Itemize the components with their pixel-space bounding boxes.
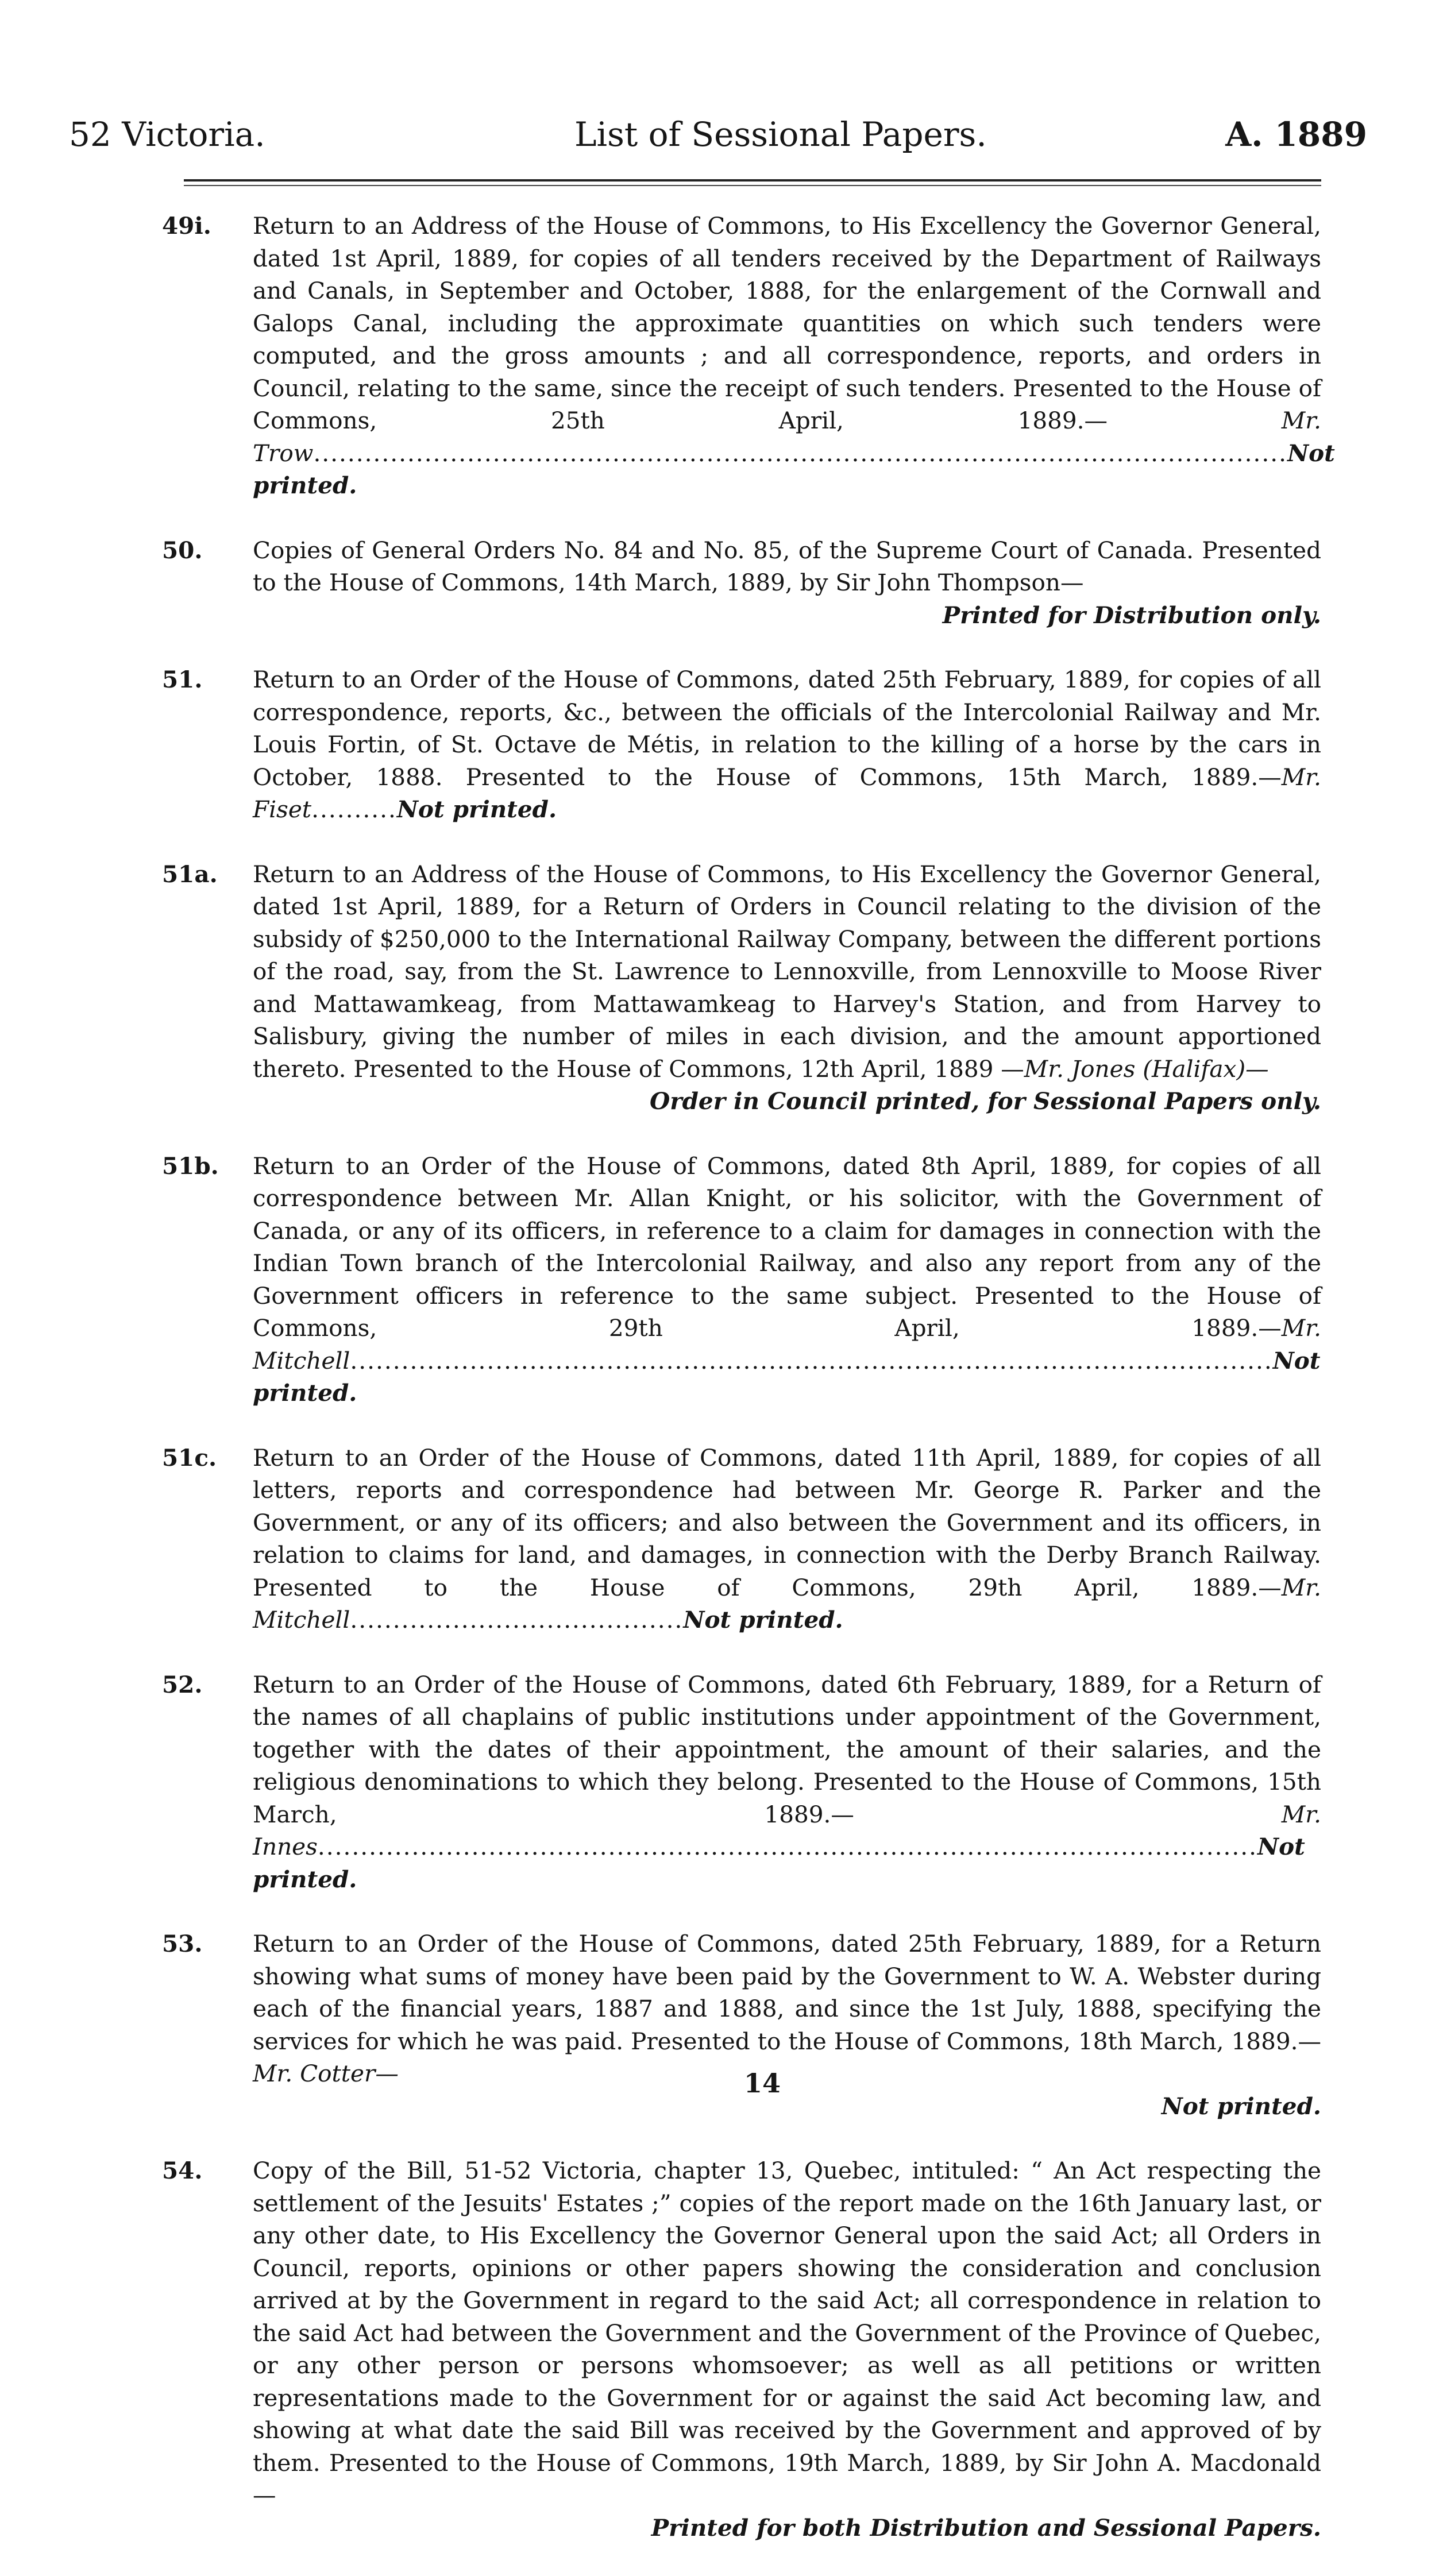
entry-number: 53. <box>162 1930 203 1957</box>
page-title: List of Sessional Papers. <box>574 115 987 154</box>
entry-number: 51c. <box>162 1443 217 1472</box>
entry-text <box>167 1928 1321 2090</box>
list-item <box>162 210 1335 502</box>
entry-note-line <box>167 2512 1321 2544</box>
entry-note-line <box>167 599 1321 632</box>
entry-status: Not printed. <box>253 1833 1305 1893</box>
entry-text <box>167 210 1335 502</box>
entry-number: 52. <box>162 1670 203 1698</box>
entry-body: Return to an Order of the House of Commons, dated 11th April, 1889, for copies of all letters, reports and correspondence had between Mr. George R. Parker and the Government, or any of its officers; and also between the Government and its officers, in relation to claims for land, and damages, in connection with the Derby Branch Railway. Presented to the House of Commons, 29th April, 1889.— <box>253 1443 1321 1601</box>
list-item <box>162 858 1321 1118</box>
entry-status: Not printed. <box>253 439 1335 499</box>
entry-mover: Mr. Innes <box>253 1800 1322 1860</box>
entry-text <box>167 534 1321 599</box>
entry-text <box>167 1150 1321 1409</box>
entry-text <box>167 663 1321 826</box>
entry-body: Return to an Address of the House of Commons, to His Excellency the Governor General, dated 1st April, 1889, for a Return of Orders in Council relating to the division of the subsidy of $250,000 to the International Railway Company, between the different portions of the road, say, from the St. Lawrence to Lennoxville, from Lennoxville to Moose River and Mattawamkeag, from Mattawamkeag to Harvey's Station, and from Harvey to Salisbury, giving the number of miles in each division, and the amount apportioned thereto. Presented to the House of Commons, 12th April, 1889 — <box>253 860 1321 1083</box>
entry-mover: Mr. Mitchell <box>253 1573 1321 1633</box>
entry-status: Not printed. <box>253 1346 1321 1407</box>
entry-text <box>167 858 1321 1086</box>
leader-dots: .............................................................................................................. <box>317 1833 1258 1860</box>
list-item <box>162 1669 1322 1896</box>
entry-mover: Mr. Jones (Halifax)— <box>1024 1055 1269 1083</box>
sessional-papers-list <box>162 210 1335 2576</box>
leader-dots: .................................................................................................................. <box>313 439 1288 467</box>
header-rule <box>184 179 1321 181</box>
list-item <box>162 663 1321 826</box>
entry-number: 51. <box>162 666 203 693</box>
session-label: 52 Victoria. <box>69 115 265 154</box>
entry-body: Copy of the Bill, 51-52 Victoria, chapter 13, Quebec, intituled: “ An Act respecting the settlement of the Jesuits' Estates ;” copies of the report made on the 16th January last, or any other date, to His Excellency the Governor General upon the said Act; all Orders in Council, reports, opinions or other papers showing the consideration and conclusion arrived at by the Government in regard to the said Act; all correspondence in relation to the said Act had between the Government and the Government of the Province of Quebec, or any other person or persons whomsoever; as well as all petitions or written representations made to the Government for or against the said Act becoming law, and showing at what date the said Bill was received by the Government and approved of by them. Presented to the House of Commons, 19th March, 1889, by Sir John A. Macdonald— <box>253 2157 1321 2509</box>
entry-number: 54. <box>162 2157 203 2184</box>
page-header <box>69 115 1367 167</box>
list-item <box>162 534 1321 632</box>
entry-body: Return to an Address of the House of Commons, to His Excellency the Governor General, dated 1st April, 1889, for copies of all tenders received by the Department of Railways and Canals, in September and October, 1888, for the enlargement of the Cornwall and Galops Canal, including the approximate quantities on which such tenders were computed, and the gross amounts ; and all correspondence, reports, and orders in Council, relating to the same, since the receipt of such tenders. Presented to the House of Commons, 25th April, 1889.— <box>253 212 1321 434</box>
entry-status: Not printed. <box>396 795 557 823</box>
list-item <box>162 1442 1321 1636</box>
entry-body: Copies of General Orders No. 84 and No. 85, of the Supreme Court of Canada. Presented to the House of Commons, 14th March, 1889, by Sir John Thompson— <box>253 536 1321 596</box>
header-rule-thin <box>184 185 1321 186</box>
entry-mover: Mr. Mitchell <box>253 1314 1321 1374</box>
entry-text <box>167 2154 1321 2512</box>
year-label: A. 1889 <box>1225 115 1367 154</box>
leader-dots: ....................................... <box>350 1606 684 1633</box>
entry-text <box>167 1442 1321 1636</box>
list-item <box>162 1150 1321 1409</box>
entry-note: Not printed. <box>1161 2092 1321 2120</box>
entry-mover: Mr. Trow <box>253 407 1322 467</box>
list-item <box>162 2154 1321 2544</box>
entry-body: Return to an Order of the House of Commons, dated 25th February, 1889, for a Return showing what sums of money have been paid by the Government to W. A. Webster during each of the financial years, 1887 and 1888, and since the 1st July, 1888, specifying the services for which he was paid. Presented to the House of Commons, 18th March, 1889.— <box>253 1930 1321 2055</box>
entry-note: Printed for both Distribution and Sessional Papers. <box>651 2513 1321 2542</box>
entry-body: Return to an Order of the House of Commons, dated 8th April, 1889, for copies of all correspondence between Mr. Allan Knight, or his solicitor, with the Government of Canada, or any of its officers, in reference to a claim for damages in connection with the Indian Town branch of the Intercolonial Railway, and also any report from any of the Government officers in reference to the same subject. Presented to the House of Commons, 29th April, 1889.— <box>253 1152 1321 1342</box>
entry-note-line <box>167 1085 1321 1118</box>
entry-number: 50. <box>162 536 203 564</box>
entry-note: Order in Council printed, for Sessional Papers only. <box>649 1087 1321 1115</box>
entry-mover: Mr. Cotter— <box>253 2060 399 2087</box>
entry-number: 49i. <box>162 212 211 240</box>
entry-number: 51b. <box>162 1152 219 1180</box>
leader-dots: .......... <box>311 795 397 823</box>
entry-text <box>167 1669 1321 1896</box>
entry-status: Not printed. <box>683 1606 843 1633</box>
entry-body: Return to an Order of the House of Commons, dated 25th February, 1889, for copies of all correspondence, reports, &c., between the officials of the Intercolonial Railway and Mr. Louis Fortin, of St. Octave de Métis, in relation to the killing of a horse by the cars in October, 1888. Presented to the House of Commons, 15th March, 1889.— <box>253 666 1321 791</box>
leader-dots: ............................................................................................................ <box>350 1346 1273 1374</box>
page-number: 14 <box>744 2068 781 2099</box>
entry-body: Return to an Order of the House of Commons, dated 6th February, 1889, for a Return of the names of all chaplains of public institutions under appointment of the Government, together with the dates of their appointment, the amount of their salaries, and the religious denominations to which they belong. Presented to the House of Commons, 15th March, 1889.— <box>253 1670 1321 1828</box>
entry-number: 51a. <box>162 860 218 888</box>
entry-mover: Mr. Fiset <box>253 763 1321 823</box>
entry-note: Printed for Distribution only. <box>942 601 1321 629</box>
